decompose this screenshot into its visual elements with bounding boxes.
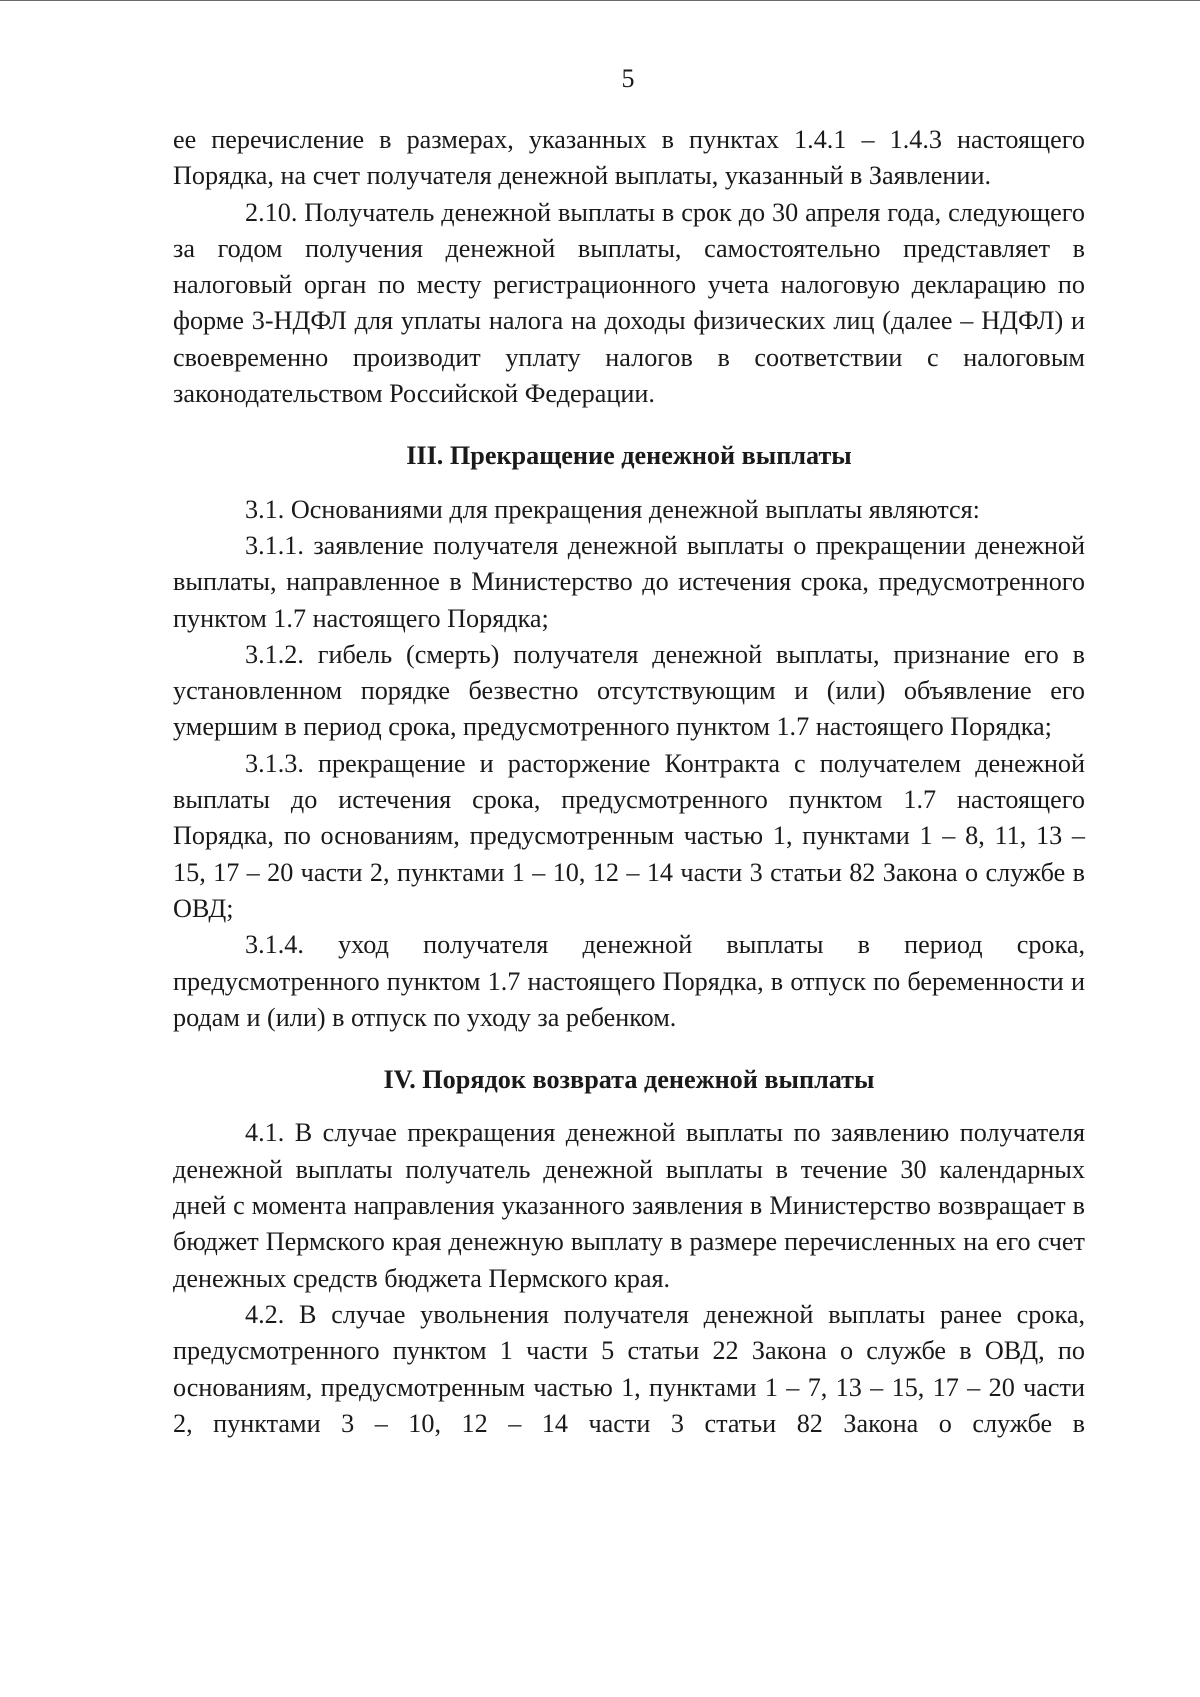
paragraph-3-1-3: 3.1.3. прекращение и расторжение Контракта с получателем денежной выплаты до истечения срока, предусмотренного пунктом 1.7 настоящего Порядка, по основаниям, предусмотренным частью 1, пунктами 1 – 8, 11, 13 – 15, 17 – 20 части 2, пунктами 1 – 10, 12 – 14 части 3 статьи 82 Закона о службе в ОВД;	[173, 748, 1085, 923]
paragraph-continuation: ее перечисление в размерах, указанных в пунктах 1.4.1 – 1.4.3 настоящего Порядка, на счет получателя денежной выплаты, указанный в Заявлении.	[173, 125, 1085, 191]
spacer	[173, 475, 1085, 492]
spacer	[173, 412, 1085, 438]
paragraph-3-1-2: 3.1.2. гибель (смерть) получателя денежной выплаты, признание его в установленном порядке безвестно отсутствующим и (или) объявление его умершим в период срока, предусмотренного пунктом 1.7 настоящего Порядка;	[173, 639, 1085, 742]
section-3-heading: III. Прекращение денежной выплаты	[406, 441, 852, 471]
spacer	[173, 1098, 1085, 1115]
paragraph-4-2: 4.2. В случае увольнения получателя денежной выплаты ранее срока, предусмотренного пунктом 1 части 5 статьи 22 Закона о службе в ОВД, по основаниям, предусмотренным частью 1, пунктами 1 – 7, 13 – 15, 17 – 20 части 2, пунктами 3 – 10, 12 – 14 части 3 статьи 82 Закона о службе в	[173, 1299, 1085, 1438]
spacer	[173, 1036, 1085, 1062]
page-number: 5	[621, 64, 635, 93]
paragraph-4-1: 4.1. В случае прекращения денежной выплаты по заявлению получателя денежной выплаты получатель денежной выплаты в течение 30 календарных дней с момента направления указанного заявления в Министерство возвращает в бюджет Пермского края денежную выплату в размере перечисленных на его счет денежных средств бюджета Пермского края.	[173, 1118, 1085, 1293]
section-4-heading: IV. Порядок возврата денежной выплаты	[383, 1065, 875, 1095]
paragraph-3-1: 3.1. Основаниями для прекращения денежной выплаты являются:	[245, 494, 980, 524]
paragraph-3-1-1: 3.1.1. заявление получателя денежной выплаты о прекращении денежной выплаты, направленное в Министерство до истечения срока, предусмотренного пунктом 1.7 настоящего Порядка;	[173, 530, 1085, 633]
paragraph-2-10: 2.10. Получатель денежной выплаты в срок до 30 апреля года, следующего за годом получения денежной выплаты, самостоятельно представляет в налоговый орган по месту регистрационного учета налоговую декларацию по форме 3-НДФЛ для уплаты налога на доходы физических лиц (далее – НДФЛ) и своевременно производит уплату налогов в соответствии с налоговым законодательством Российской Федерации.	[173, 197, 1085, 409]
document-body	[173, 122, 1085, 1442]
scan-edge-line	[0, 0, 1200, 1]
paragraph-3-1-4: 3.1.4. уход получателя денежной выплаты в период срока, предусмотренного пунктом 1.7 настоящего Порядка, в отпуск по беременности и родам и (или) в отпуск по уходу за ребенком.	[173, 930, 1085, 1032]
